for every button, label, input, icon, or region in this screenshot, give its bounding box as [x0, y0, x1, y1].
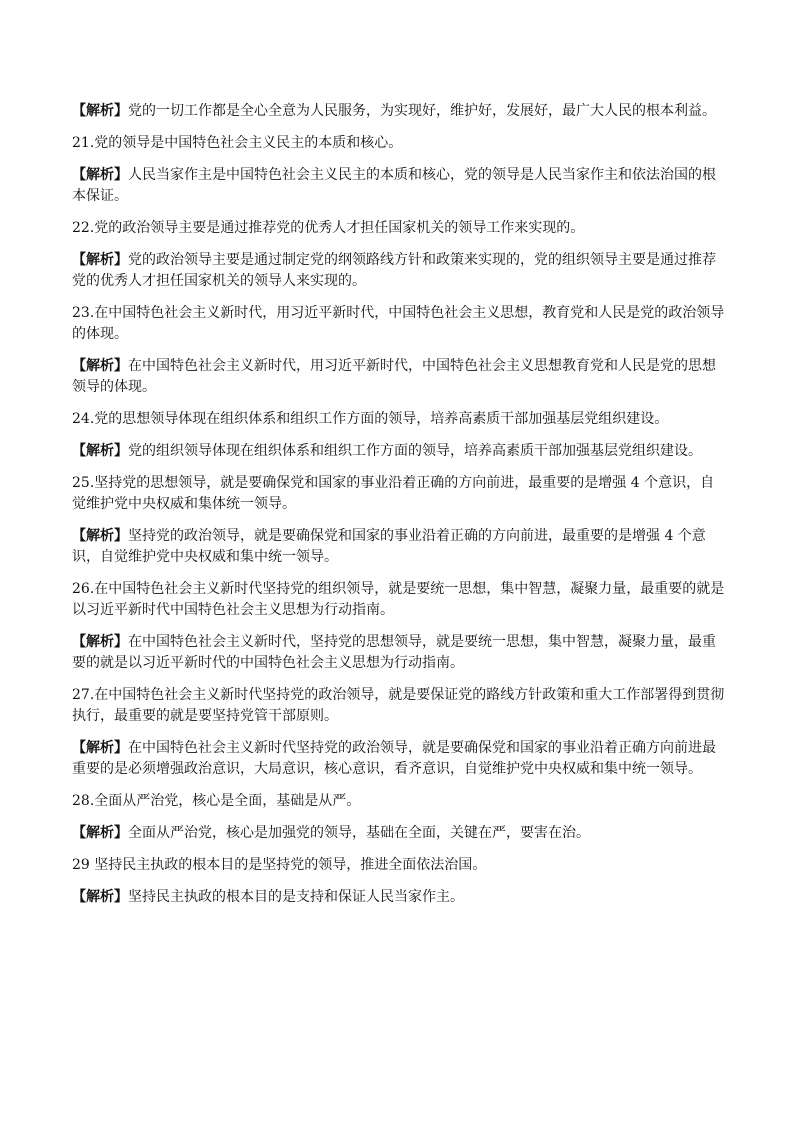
line-text: 24.党的思想领导体现在组织体系和组织工作方面的领导，培养高素质干部加强基层党组织建设。: [72, 411, 669, 427]
question-line: [72, 218, 726, 239]
line-text: 坚持民主执政的根本目的是支持和保证人民当家作主。: [128, 889, 464, 905]
analysis-tag: 【解析】: [72, 167, 128, 183]
document-body: [72, 101, 726, 919]
analysis-tag: 【解析】: [72, 889, 128, 905]
line-text: 坚持党的政治领导，就是要确保党和国家的事业沿着正确的方向前进，最重要的是增强 4 个意识，自觉维护党中央权威和集中统一领导。: [72, 528, 706, 565]
analysis-line: [72, 101, 726, 122]
line-text: 党的组织领导体现在组织体系和组织工作方面的领导，培养高素质干部加强基层党组织建设。: [128, 443, 702, 459]
analysis-tag: 【解析】: [72, 528, 128, 544]
line-text: 25.坚持党的思想领导，就是要确保党和国家的事业沿着正确的方向前进，最重要的是增强 4 个意识，自觉维护党中央权威和集体统一领导。: [72, 475, 715, 512]
question-line: [72, 409, 726, 430]
analysis-tag: 【解析】: [72, 634, 128, 650]
analysis-line: [72, 441, 726, 462]
line-text: 在中国特色社会主义新时代，用习近平新时代，中国特色社会主义思想教育党和人民是党的思想领导的体现。: [72, 358, 716, 395]
analysis-line: [72, 165, 726, 207]
analysis-line: [72, 526, 726, 568]
line-text: 28.全面从严治党，核心是全面，基础是从严。: [72, 793, 361, 809]
line-text: 27.在中国特色社会主义新时代坚持党的政治领导，就是要保证党的路线方针政策和重大工作部署得到贯彻执行，最重要的就是要坚持党管干部原则。: [72, 687, 725, 724]
analysis-tag: 【解析】: [72, 740, 128, 756]
analysis-line: [72, 632, 726, 674]
question-line: [72, 473, 726, 515]
analysis-tag: 【解析】: [72, 252, 128, 268]
line-text: 21.党的领导是中国特色社会主义民主的本质和核心。: [72, 135, 403, 151]
analysis-tag: 【解析】: [72, 443, 128, 459]
line-text: 在中国特色社会主义新时代坚持党的政治领导，就是要确保党和国家的事业沿着正确方向前进最重要的是必须增强政治意识，大局意识，核心意识，看齐意识，自觉维护党中央权威和集中统一领导。: [72, 740, 716, 777]
line-text: 26.在中国特色社会主义新时代坚持党的组织领导，就是要统一思想，集中智慧，凝聚力量，最重要的就是以习近平新时代中国特色社会主义思想为行动指南。: [72, 581, 725, 618]
question-line: [72, 685, 726, 727]
question-line: [72, 133, 726, 154]
analysis-line: [72, 356, 726, 398]
line-text: 29 坚持民主执政的根本目的是坚持党的领导，推进全面依法治国。: [72, 857, 487, 873]
analysis-line: [72, 823, 726, 844]
question-line: [72, 303, 726, 345]
analysis-tag: 【解析】: [72, 103, 128, 119]
line-text: 全面从严治党，核心是加强党的领导，基础在全面，关键在严，要害在治。: [128, 825, 590, 841]
question-line: [72, 791, 726, 812]
line-text: 在中国特色社会主义新时代，坚持党的思想领导，就是要统一思想，集中智慧，凝聚力量，最重要的就是以习近平新时代的中国特色社会主义思想为行动指南。: [72, 634, 716, 671]
analysis-tag: 【解析】: [72, 358, 128, 374]
line-text: 党的一切工作都是全心全意为人民服务，为实现好，维护好，发展好，最广大人民的根本利益。: [128, 103, 716, 119]
line-text: 23.在中国特色社会主义新时代，用习近平新时代，中国特色社会主义思想，教育党和人民是党的政治领导的体现。: [72, 305, 725, 342]
line-text: 22.党的政治领导主要是通过推荐党的优秀人才担任国家机关的领导工作来实现的。: [72, 220, 585, 236]
analysis-line: [72, 887, 726, 908]
line-text: 人民当家作主是中国特色社会主义民主的本质和核心，党的领导是人民当家作主和依法治国的根本保证。: [72, 167, 716, 204]
analysis-tag: 【解析】: [72, 825, 128, 841]
analysis-line: [72, 250, 726, 292]
analysis-line: [72, 738, 726, 780]
question-line: [72, 855, 726, 876]
line-text: 党的政治领导主要是通过制定党的纲领路线方针和政策来实现的，党的组织领导主要是通过推荐党的优秀人才担任国家机关的领导人来实现的。: [72, 252, 716, 289]
question-line: [72, 579, 726, 621]
